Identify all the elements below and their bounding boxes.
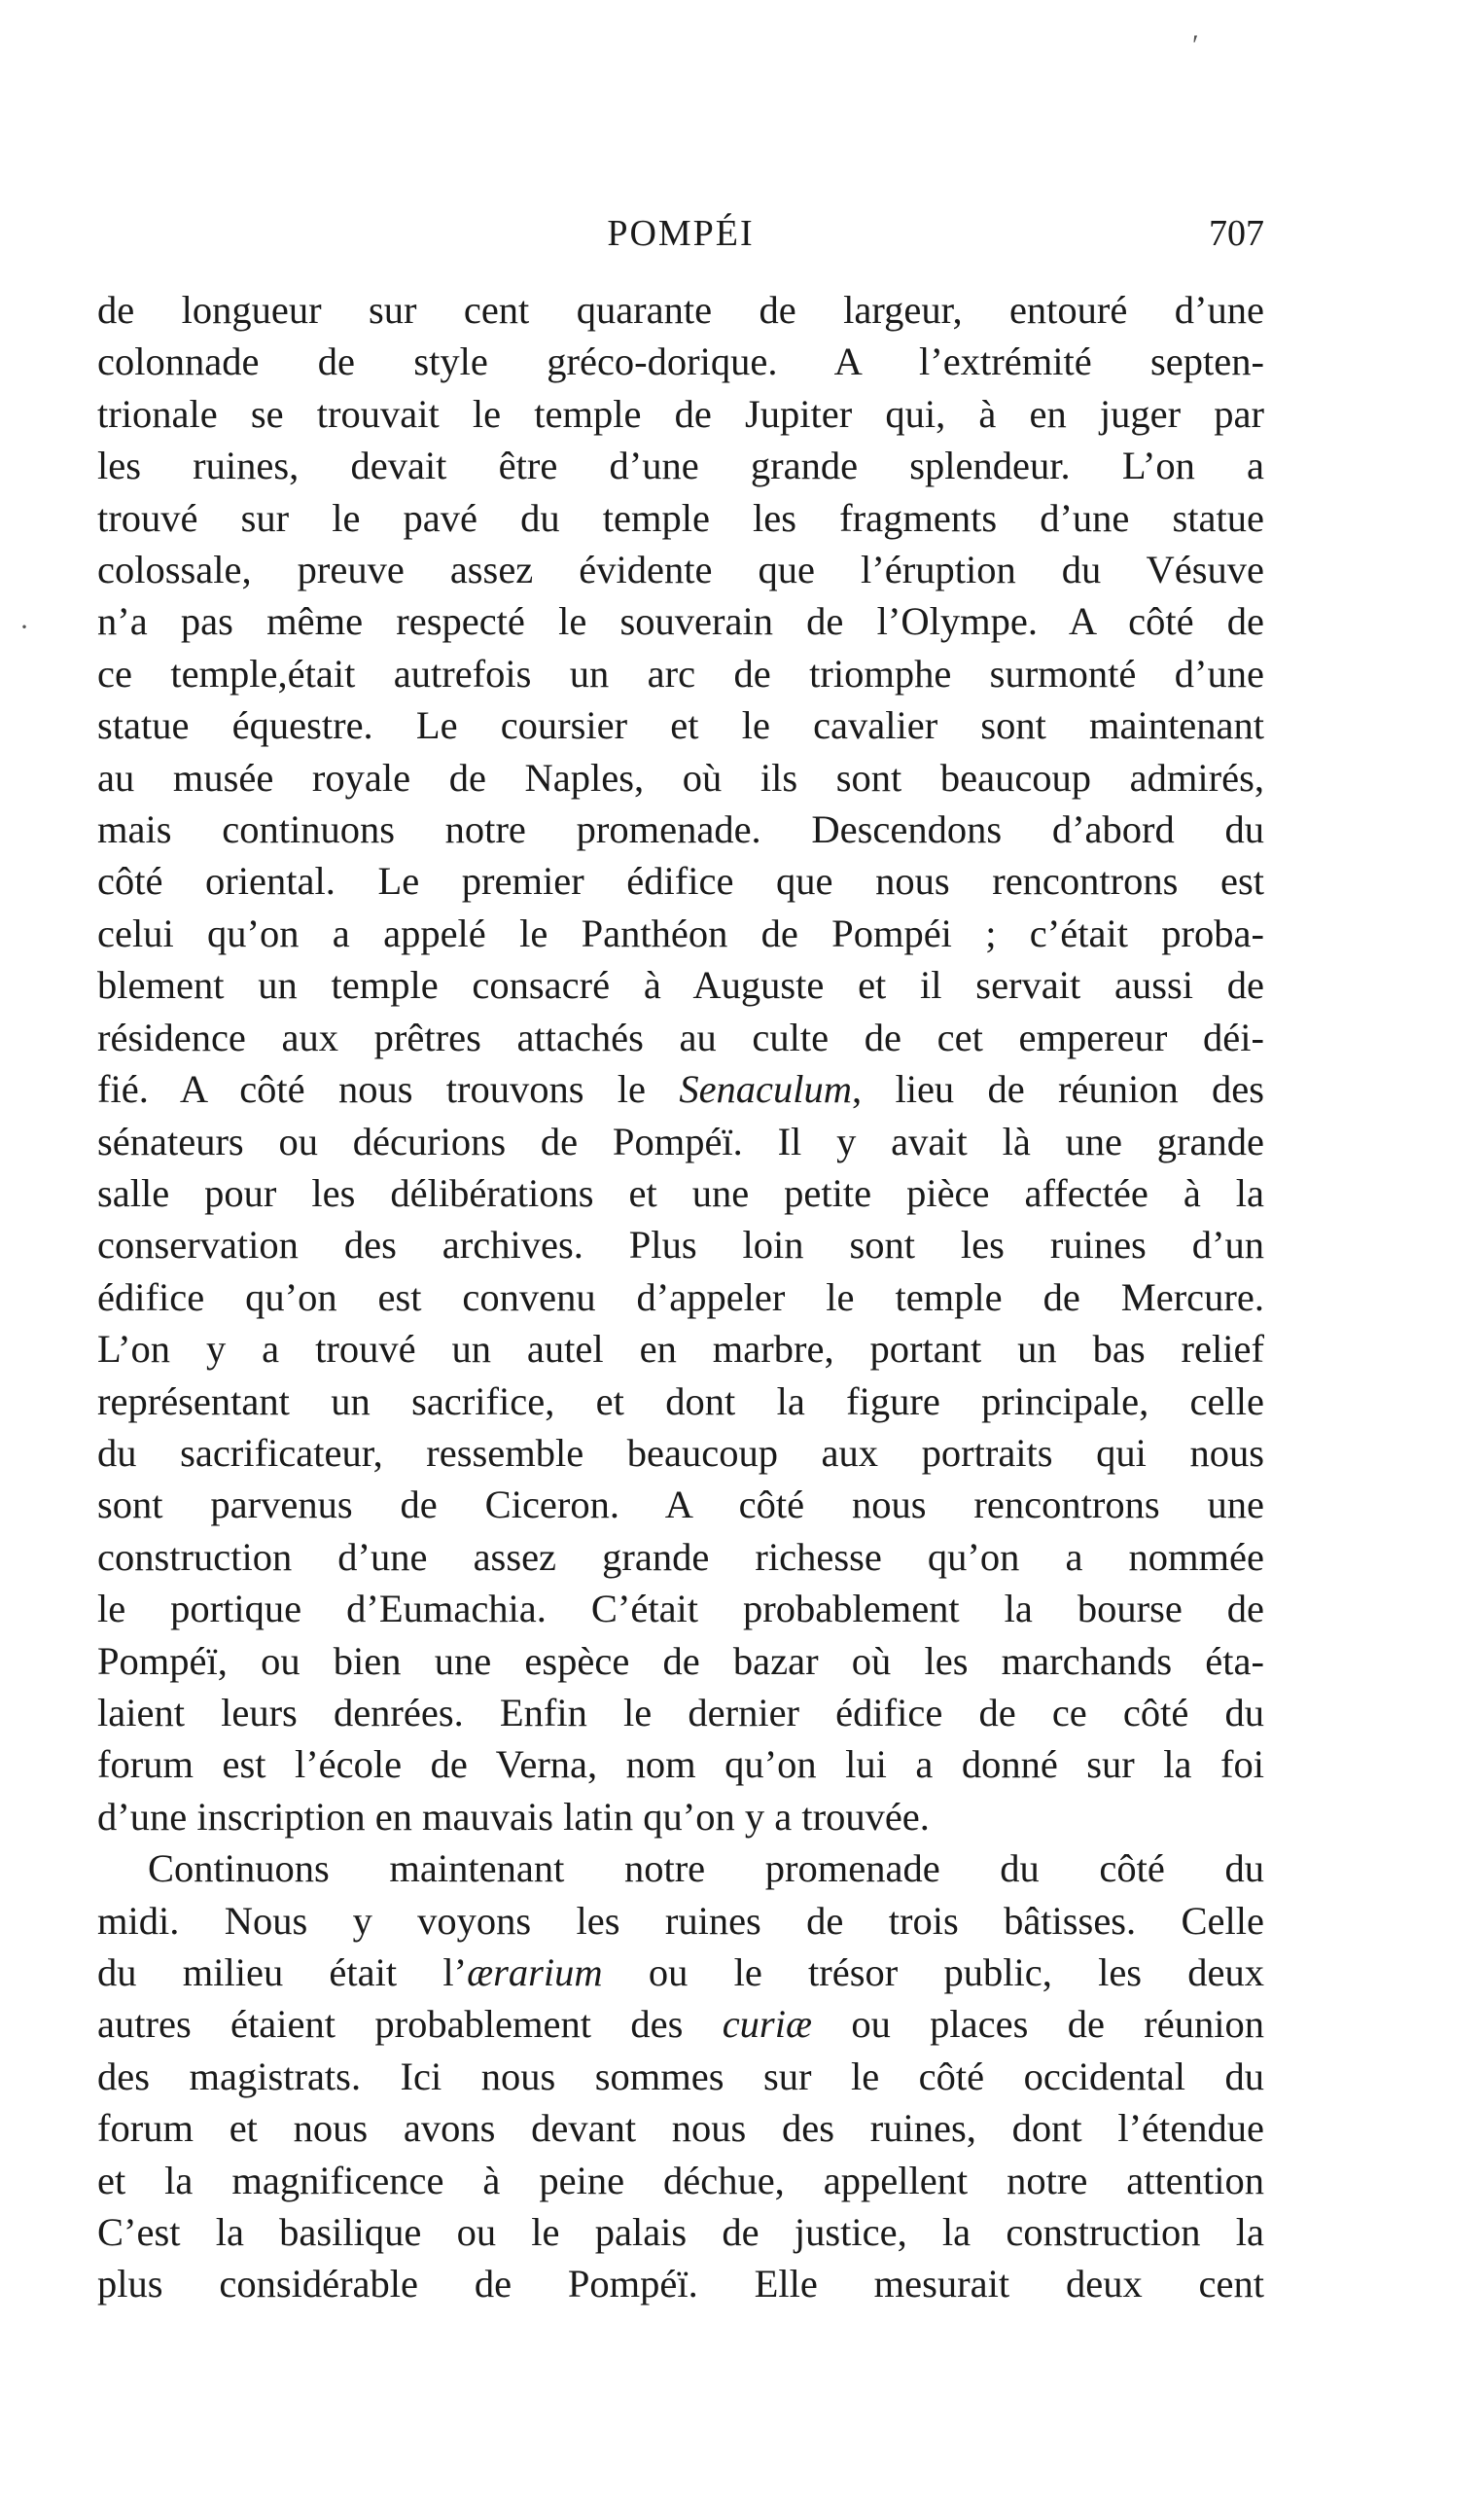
text-line: colossale, preuve assez évidente que l’éruption du Vésuve: [97, 548, 1264, 592]
text-line: au musée royale de Naples, où ils sont beaucoup admirés,: [97, 755, 1264, 800]
text-line: forum et nous avons devant nous des ruines, dont l’étendue: [97, 2106, 1264, 2151]
italic-term: curiæ: [722, 2002, 812, 2047]
text-line: C’est la basilique ou le palais de justice, la construction la: [97, 2210, 1264, 2255]
text-segment: du milieu était l’: [97, 1950, 468, 1994]
text-line: trouvé sur le pavé du temple les fragments d’une statue: [97, 495, 1264, 540]
text-line: ce temple,était autrefois un arc de triomphe surmonté d’une: [97, 651, 1264, 696]
text-line: n’a pas même respecté le souverain de l’Olympe. A côté de: [97, 599, 1264, 644]
text-line: trionale se trouvait le temple de Jupiter qui, à en juger par: [97, 391, 1264, 436]
text-segment: fié. A côté nous trouvons le: [97, 1067, 680, 1112]
text-line: de longueur sur cent quarante de largeur, entouré d’une: [97, 288, 1264, 332]
text-line: le portique d’Eumachia. C’était probablement la bourse de: [97, 1587, 1264, 1631]
text-line: du sacrificateur, ressemble beaucoup aux portraits qui nous: [97, 1430, 1264, 1475]
text-line: Pompéï, ou bien une espèce de bazar où les marchands éta-: [97, 1638, 1264, 1683]
text-segment: , lieu de réunion des: [852, 1067, 1264, 1112]
text-line: Continuons maintenant notre promenade du côté du: [148, 1846, 1264, 1891]
text-line: d’une inscription en mauvais latin qu’on y a trouvée.: [97, 1794, 930, 1839]
text-line: sénateurs ou décurions de Pompéï. Il y avait là une grande: [97, 1119, 1264, 1163]
text-line: et la magnificence à peine déchue, appellent notre attention: [97, 2158, 1264, 2202]
text-line: [97, 1998, 1264, 2050]
margin-dot: ·: [19, 611, 29, 643]
text-line: plus considérable de Pompéï. Elle mesurait deux cent: [97, 2262, 1264, 2306]
text-segment: ou places de réunion: [811, 2002, 1264, 2047]
body-text: [97, 284, 1264, 2310]
text-line: des magistrats. Ici nous sommes sur le côté occidental du: [97, 2054, 1264, 2098]
text-line: laient leurs denrées. Enfin le dernier édifice de ce côté du: [97, 1690, 1264, 1734]
text-segment: ou le trésor public, les deux: [602, 1950, 1265, 1994]
text-line: mais continuons notre promenade. Descendons d’abord du: [97, 807, 1264, 852]
italic-term: ærarium: [467, 1950, 603, 1994]
running-title: POMPÉI: [607, 213, 755, 254]
text-line: [97, 1947, 1264, 1998]
text-line: édifice qu’on est convenu d’appeler le temple de Mercure.: [97, 1274, 1264, 1319]
text-line: statue équestre. Le coursier et le cavalier sont maintenant: [97, 703, 1264, 748]
stray-mark: ‏′: [1192, 29, 1199, 61]
text-line: résidence aux prêtres attachés au culte de cet empereur déi-: [97, 1015, 1264, 1059]
text-line: construction d’une assez grande richesse qu’on a nommée: [97, 1534, 1264, 1579]
text-line: colonnade de style gréco-dorique. A l’extrémité septen-: [97, 340, 1264, 384]
text-segment: autres étaient probablement des: [97, 2002, 723, 2047]
text-line: [97, 1063, 1264, 1115]
text-line: représentant un sacrifice, et dont la figure principale, celle: [97, 1378, 1264, 1423]
text-line: conservation des archives. Plus loin sont les ruines d’un: [97, 1223, 1264, 1268]
page-header: [97, 212, 1264, 270]
text-line: sont parvenus de Ciceron. A côté nous rencontrons une: [97, 1483, 1264, 1527]
text-line: celui qu’on a appelé le Panthéon de Pompéi ; c’était proba-: [97, 911, 1264, 955]
text-line: les ruines, devait être d’une grande splendeur. L’on a: [97, 444, 1264, 488]
text-line: L’on y a trouvé un autel en marbre, portant un bas relief: [97, 1327, 1264, 1372]
text-line: salle pour les délibérations et une petite pièce affectée à la: [97, 1170, 1264, 1215]
text-line: blement un temple consacré à Auguste et il servait aussi de: [97, 963, 1264, 1008]
page-number: 707: [1209, 213, 1264, 254]
text-line: midi. Nous y voyons les ruines de trois bâtisses. Celle: [97, 1898, 1264, 1943]
text-line: forum est l’école de Verna, nom qu’on lui a donné sur la foi: [97, 1742, 1264, 1787]
italic-term: Senaculum: [679, 1067, 853, 1112]
text-line: côté oriental. Le premier édifice que nous rencontrons est: [97, 859, 1264, 904]
